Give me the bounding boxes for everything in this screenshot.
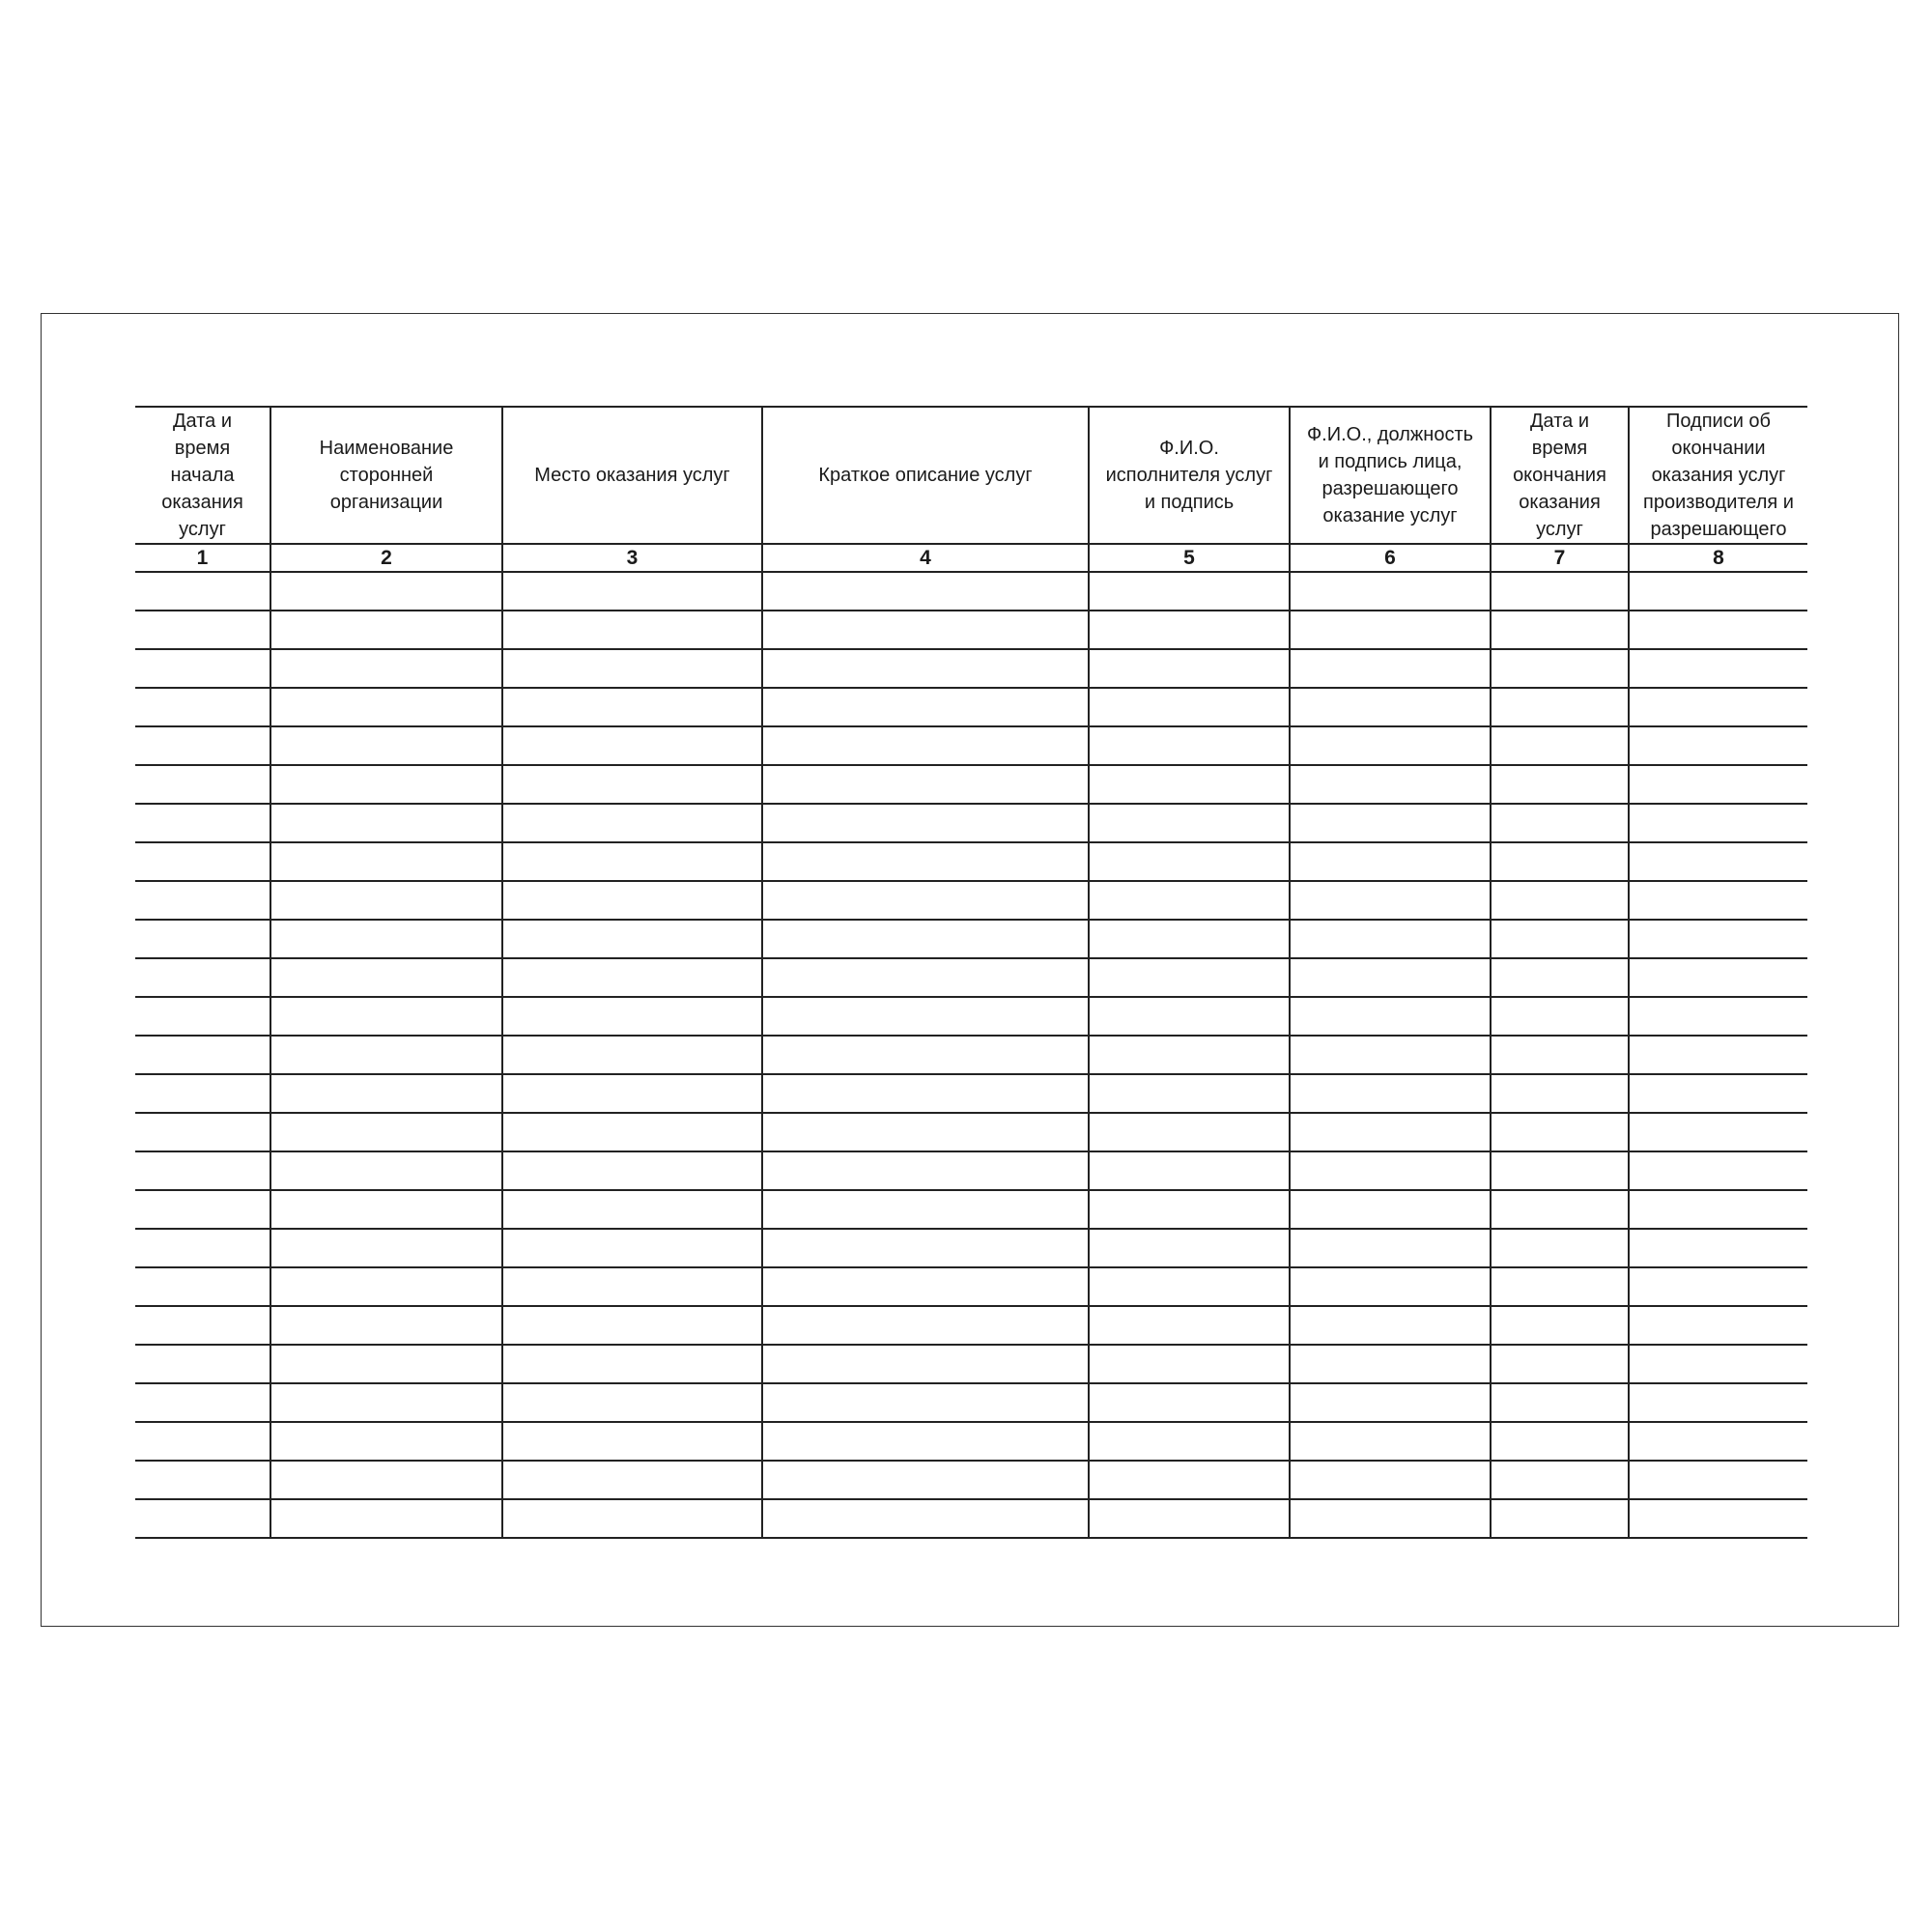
header-service-description: Краткое описание услуг (762, 407, 1089, 544)
header-organization: Наименование сторонней организации (270, 407, 502, 544)
table-cell[interactable] (1629, 572, 1807, 611)
table-cell[interactable] (135, 1074, 270, 1113)
table-cell[interactable] (762, 1461, 1089, 1499)
column-number: 4 (762, 544, 1089, 572)
table-cell[interactable] (135, 1036, 270, 1074)
column-number: 7 (1491, 544, 1629, 572)
table-cell[interactable] (270, 997, 502, 1036)
table-row (135, 611, 1807, 649)
table-cell[interactable] (1491, 842, 1629, 881)
table-cell[interactable] (1491, 649, 1629, 688)
table-row (135, 1461, 1807, 1499)
table-cell[interactable] (270, 1113, 502, 1151)
table-cell[interactable] (1089, 726, 1290, 765)
table-cell[interactable] (502, 649, 762, 688)
table-cell[interactable] (502, 804, 762, 842)
table-cell[interactable] (502, 997, 762, 1036)
table-cell[interactable] (502, 1151, 762, 1190)
table-cell[interactable] (1629, 765, 1807, 804)
table-cell[interactable] (270, 726, 502, 765)
table-cell[interactable] (270, 842, 502, 881)
table-cell[interactable] (135, 804, 270, 842)
table-cell[interactable] (1290, 842, 1491, 881)
table-cell[interactable] (762, 958, 1089, 997)
table-row (135, 765, 1807, 804)
table-cell[interactable] (1290, 1499, 1491, 1538)
table-row (135, 1151, 1807, 1190)
table-cell[interactable] (1629, 688, 1807, 726)
table-cell[interactable] (270, 1499, 502, 1538)
table-cell[interactable] (502, 842, 762, 881)
table-cell[interactable] (1089, 804, 1290, 842)
table-cell[interactable] (762, 1229, 1089, 1267)
table-cell[interactable] (502, 611, 762, 649)
table-cell[interactable] (1491, 688, 1629, 726)
table-cell[interactable] (1629, 997, 1807, 1036)
table-cell[interactable] (1089, 997, 1290, 1036)
table-row (135, 1036, 1807, 1074)
table-cell[interactable] (1290, 572, 1491, 611)
table-cell[interactable] (1290, 1461, 1491, 1499)
table-cell[interactable] (1089, 1113, 1290, 1151)
table-cell[interactable] (1290, 1306, 1491, 1345)
table-cell[interactable] (135, 1190, 270, 1229)
table-cell[interactable] (502, 1267, 762, 1306)
table-cell[interactable] (762, 649, 1089, 688)
table-cell[interactable] (762, 1151, 1089, 1190)
table-cell[interactable] (1089, 572, 1290, 611)
table-cell[interactable] (1491, 1499, 1629, 1538)
table-cell[interactable] (270, 1422, 502, 1461)
table-cell[interactable] (270, 1190, 502, 1229)
table-cell[interactable] (1089, 1422, 1290, 1461)
table-cell[interactable] (1629, 1229, 1807, 1267)
header-completion-signatures: Подписи об окончании оказания услуг производителя и разрешающего (1629, 407, 1807, 544)
table-cell[interactable] (135, 1306, 270, 1345)
header-authorizer: Ф.И.О., должность и подпись лица, разрешающего оказание услуг (1290, 407, 1491, 544)
table-cell[interactable] (270, 765, 502, 804)
table-row (135, 688, 1807, 726)
table-row (135, 1190, 1807, 1229)
table-cell[interactable] (502, 1422, 762, 1461)
table-row (135, 1345, 1807, 1383)
table-cell[interactable] (762, 1383, 1089, 1422)
table-cell[interactable] (1491, 1036, 1629, 1074)
table-cell[interactable] (502, 958, 762, 997)
table-cell[interactable] (1089, 649, 1290, 688)
column-number: 1 (135, 544, 270, 572)
table-cell[interactable] (1290, 1383, 1491, 1422)
table-cell[interactable] (1089, 1190, 1290, 1229)
table-cell[interactable] (1089, 1074, 1290, 1113)
table-cell[interactable] (502, 1499, 762, 1538)
table-row (135, 920, 1807, 958)
table-cell[interactable] (1290, 688, 1491, 726)
table-cell[interactable] (762, 1267, 1089, 1306)
table-cell[interactable] (502, 1383, 762, 1422)
table-cell[interactable] (1089, 1229, 1290, 1267)
table-cell[interactable] (1089, 1151, 1290, 1190)
table-cell[interactable] (1290, 1190, 1491, 1229)
table-cell[interactable] (1629, 726, 1807, 765)
table-row (135, 1383, 1807, 1422)
table-cell[interactable] (270, 1074, 502, 1113)
table-cell[interactable] (1629, 1151, 1807, 1190)
header-service-location: Место оказания услуг (502, 407, 762, 544)
table-cell[interactable] (135, 997, 270, 1036)
table-cell[interactable] (1491, 611, 1629, 649)
table-cell[interactable] (270, 1383, 502, 1422)
table-cell[interactable] (270, 1306, 502, 1345)
table-cell[interactable] (1491, 1074, 1629, 1113)
table-cell[interactable] (1629, 1190, 1807, 1229)
table-cell[interactable] (1629, 1383, 1807, 1422)
table-cell[interactable] (1089, 1345, 1290, 1383)
table-cell[interactable] (1290, 997, 1491, 1036)
table-cell[interactable] (1491, 1229, 1629, 1267)
table-cell[interactable] (1629, 881, 1807, 920)
table-cell[interactable] (762, 1422, 1089, 1461)
table-cell[interactable] (270, 1345, 502, 1383)
header-executor: Ф.И.О. исполнителя услуг и подпись (1089, 407, 1290, 544)
table-cell[interactable] (762, 804, 1089, 842)
table-cell[interactable] (762, 997, 1089, 1036)
table-row (135, 1229, 1807, 1267)
table-cell[interactable] (270, 1267, 502, 1306)
table-cell[interactable] (502, 1461, 762, 1499)
table-cell[interactable] (1089, 920, 1290, 958)
services-log-table (135, 406, 1807, 1539)
table-cell[interactable] (1491, 1345, 1629, 1383)
table-cell[interactable] (1089, 1036, 1290, 1074)
table-cell[interactable] (1491, 958, 1629, 997)
table-cell[interactable] (1089, 958, 1290, 997)
table-row (135, 649, 1807, 688)
table-cell[interactable] (270, 1151, 502, 1190)
table-cell[interactable] (270, 688, 502, 726)
table-cell[interactable] (502, 1190, 762, 1229)
table-cell[interactable] (1629, 920, 1807, 958)
table-cell[interactable] (270, 649, 502, 688)
table-cell[interactable] (1629, 804, 1807, 842)
table-cell[interactable] (502, 1306, 762, 1345)
column-number: 5 (1089, 544, 1290, 572)
table-cell[interactable] (502, 1229, 762, 1267)
table-cell[interactable] (270, 1036, 502, 1074)
column-number-row (135, 544, 1807, 572)
table-row (135, 958, 1807, 997)
column-number: 2 (270, 544, 502, 572)
table-body (135, 572, 1807, 1538)
table-cell[interactable] (502, 881, 762, 920)
table-cell[interactable] (1089, 1383, 1290, 1422)
header-start-datetime: Дата и время начала оказания услуг (135, 407, 270, 544)
table-cell[interactable] (762, 765, 1089, 804)
table-cell[interactable] (135, 920, 270, 958)
table-cell[interactable] (270, 958, 502, 997)
document-frame (41, 313, 1899, 1627)
table-cell[interactable] (762, 881, 1089, 920)
table-cell[interactable] (1290, 958, 1491, 997)
table-cell[interactable] (135, 1267, 270, 1306)
table-cell[interactable] (1629, 611, 1807, 649)
table-row (135, 881, 1807, 920)
table-cell[interactable] (1629, 1267, 1807, 1306)
table-cell[interactable] (1629, 1306, 1807, 1345)
column-number: 6 (1290, 544, 1491, 572)
table-cell[interactable] (1491, 572, 1629, 611)
table-cell[interactable] (1089, 881, 1290, 920)
table-cell[interactable] (1290, 881, 1491, 920)
table-cell[interactable] (1629, 1499, 1807, 1538)
table-cell[interactable] (762, 920, 1089, 958)
table-cell[interactable] (1290, 920, 1491, 958)
table-cell[interactable] (1089, 1267, 1290, 1306)
table-row (135, 997, 1807, 1036)
table-cell[interactable] (502, 726, 762, 765)
table-cell[interactable] (1629, 842, 1807, 881)
table-cell[interactable] (1290, 649, 1491, 688)
table-cell[interactable] (502, 1345, 762, 1383)
table-cell[interactable] (1491, 1113, 1629, 1151)
table-row (135, 726, 1807, 765)
table-cell[interactable] (1290, 1267, 1491, 1306)
table-cell[interactable] (762, 572, 1089, 611)
table-cell[interactable] (1290, 1113, 1491, 1151)
table-cell[interactable] (1089, 842, 1290, 881)
table-cell[interactable] (1290, 804, 1491, 842)
table-cell[interactable] (1290, 1151, 1491, 1190)
table-cell[interactable] (270, 881, 502, 920)
table-cell[interactable] (1290, 1036, 1491, 1074)
table-row (135, 1499, 1807, 1538)
table-cell[interactable] (270, 1461, 502, 1499)
table-cell[interactable] (1491, 765, 1629, 804)
table-cell[interactable] (1629, 958, 1807, 997)
table-cell[interactable] (270, 920, 502, 958)
table-cell[interactable] (135, 726, 270, 765)
table-cell[interactable] (1290, 611, 1491, 649)
table-cell[interactable] (135, 1229, 270, 1267)
table-cell[interactable] (502, 765, 762, 804)
table-row (135, 1306, 1807, 1345)
table-cell[interactable] (1290, 726, 1491, 765)
table-cell[interactable] (762, 842, 1089, 881)
column-number: 3 (502, 544, 762, 572)
table-row (135, 1267, 1807, 1306)
table-cell[interactable] (1629, 1461, 1807, 1499)
table-cell[interactable] (1491, 1461, 1629, 1499)
table-cell[interactable] (135, 1422, 270, 1461)
table-cell[interactable] (1089, 688, 1290, 726)
table-cell[interactable] (1290, 765, 1491, 804)
table-cell[interactable] (502, 1074, 762, 1113)
table-cell[interactable] (270, 572, 502, 611)
table-row (135, 1074, 1807, 1113)
table-cell[interactable] (1491, 1267, 1629, 1306)
table-cell[interactable] (1491, 881, 1629, 920)
table-row (135, 804, 1807, 842)
table-cell[interactable] (762, 726, 1089, 765)
table-cell[interactable] (762, 611, 1089, 649)
table-cell[interactable] (1290, 1422, 1491, 1461)
table-cell[interactable] (502, 688, 762, 726)
table-cell[interactable] (1290, 1345, 1491, 1383)
table-cell[interactable] (135, 881, 270, 920)
table-cell[interactable] (135, 649, 270, 688)
table-cell[interactable] (270, 611, 502, 649)
table-cell[interactable] (502, 1113, 762, 1151)
table-cell[interactable] (270, 804, 502, 842)
table-cell[interactable] (1089, 1461, 1290, 1499)
header-end-datetime: Дата и время окончания оказания услуг (1491, 407, 1629, 544)
table-cell[interactable] (1089, 765, 1290, 804)
table-cell[interactable] (135, 1113, 270, 1151)
table-cell[interactable] (135, 842, 270, 881)
table-cell[interactable] (762, 688, 1089, 726)
table-cell[interactable] (762, 1074, 1089, 1113)
table-cell[interactable] (135, 1383, 270, 1422)
table-cell[interactable] (502, 920, 762, 958)
table-cell[interactable] (1290, 1229, 1491, 1267)
table-cell[interactable] (502, 1036, 762, 1074)
table-cell[interactable] (1491, 1422, 1629, 1461)
table-cell[interactable] (1491, 1306, 1629, 1345)
table-cell[interactable] (1491, 997, 1629, 1036)
table-cell[interactable] (1491, 726, 1629, 765)
table-cell[interactable] (1629, 1074, 1807, 1113)
table-cell[interactable] (1629, 1345, 1807, 1383)
table-cell[interactable] (1089, 1306, 1290, 1345)
table-cell[interactable] (1491, 920, 1629, 958)
table-cell[interactable] (762, 1113, 1089, 1151)
table-row (135, 1422, 1807, 1461)
table-cell[interactable] (762, 1306, 1089, 1345)
table-cell[interactable] (762, 1345, 1089, 1383)
table-cell[interactable] (1629, 1036, 1807, 1074)
table-cell[interactable] (135, 1151, 270, 1190)
table-cell[interactable] (762, 1036, 1089, 1074)
table-cell[interactable] (1629, 1113, 1807, 1151)
table-row (135, 572, 1807, 611)
table-cell[interactable] (1290, 1074, 1491, 1113)
table-cell[interactable] (1629, 1422, 1807, 1461)
table-cell[interactable] (135, 688, 270, 726)
table-cell[interactable] (502, 572, 762, 611)
column-number: 8 (1629, 544, 1807, 572)
table-cell[interactable] (135, 958, 270, 997)
table-cell[interactable] (1491, 1151, 1629, 1190)
table-cell[interactable] (1089, 1499, 1290, 1538)
table-cell[interactable] (135, 611, 270, 649)
table-cell[interactable] (270, 1229, 502, 1267)
table-cell[interactable] (135, 765, 270, 804)
table-cell[interactable] (135, 572, 270, 611)
table-cell[interactable] (1491, 1383, 1629, 1422)
table-cell[interactable] (1629, 649, 1807, 688)
table-cell[interactable] (762, 1190, 1089, 1229)
table-cell[interactable] (762, 1499, 1089, 1538)
table-row (135, 1113, 1807, 1151)
table-header-row (135, 407, 1807, 544)
table-cell[interactable] (135, 1499, 270, 1538)
table-cell[interactable] (1491, 1190, 1629, 1229)
table-cell[interactable] (1089, 611, 1290, 649)
table-cell[interactable] (135, 1461, 270, 1499)
table-row (135, 842, 1807, 881)
table-cell[interactable] (135, 1345, 270, 1383)
table-cell[interactable] (1491, 804, 1629, 842)
